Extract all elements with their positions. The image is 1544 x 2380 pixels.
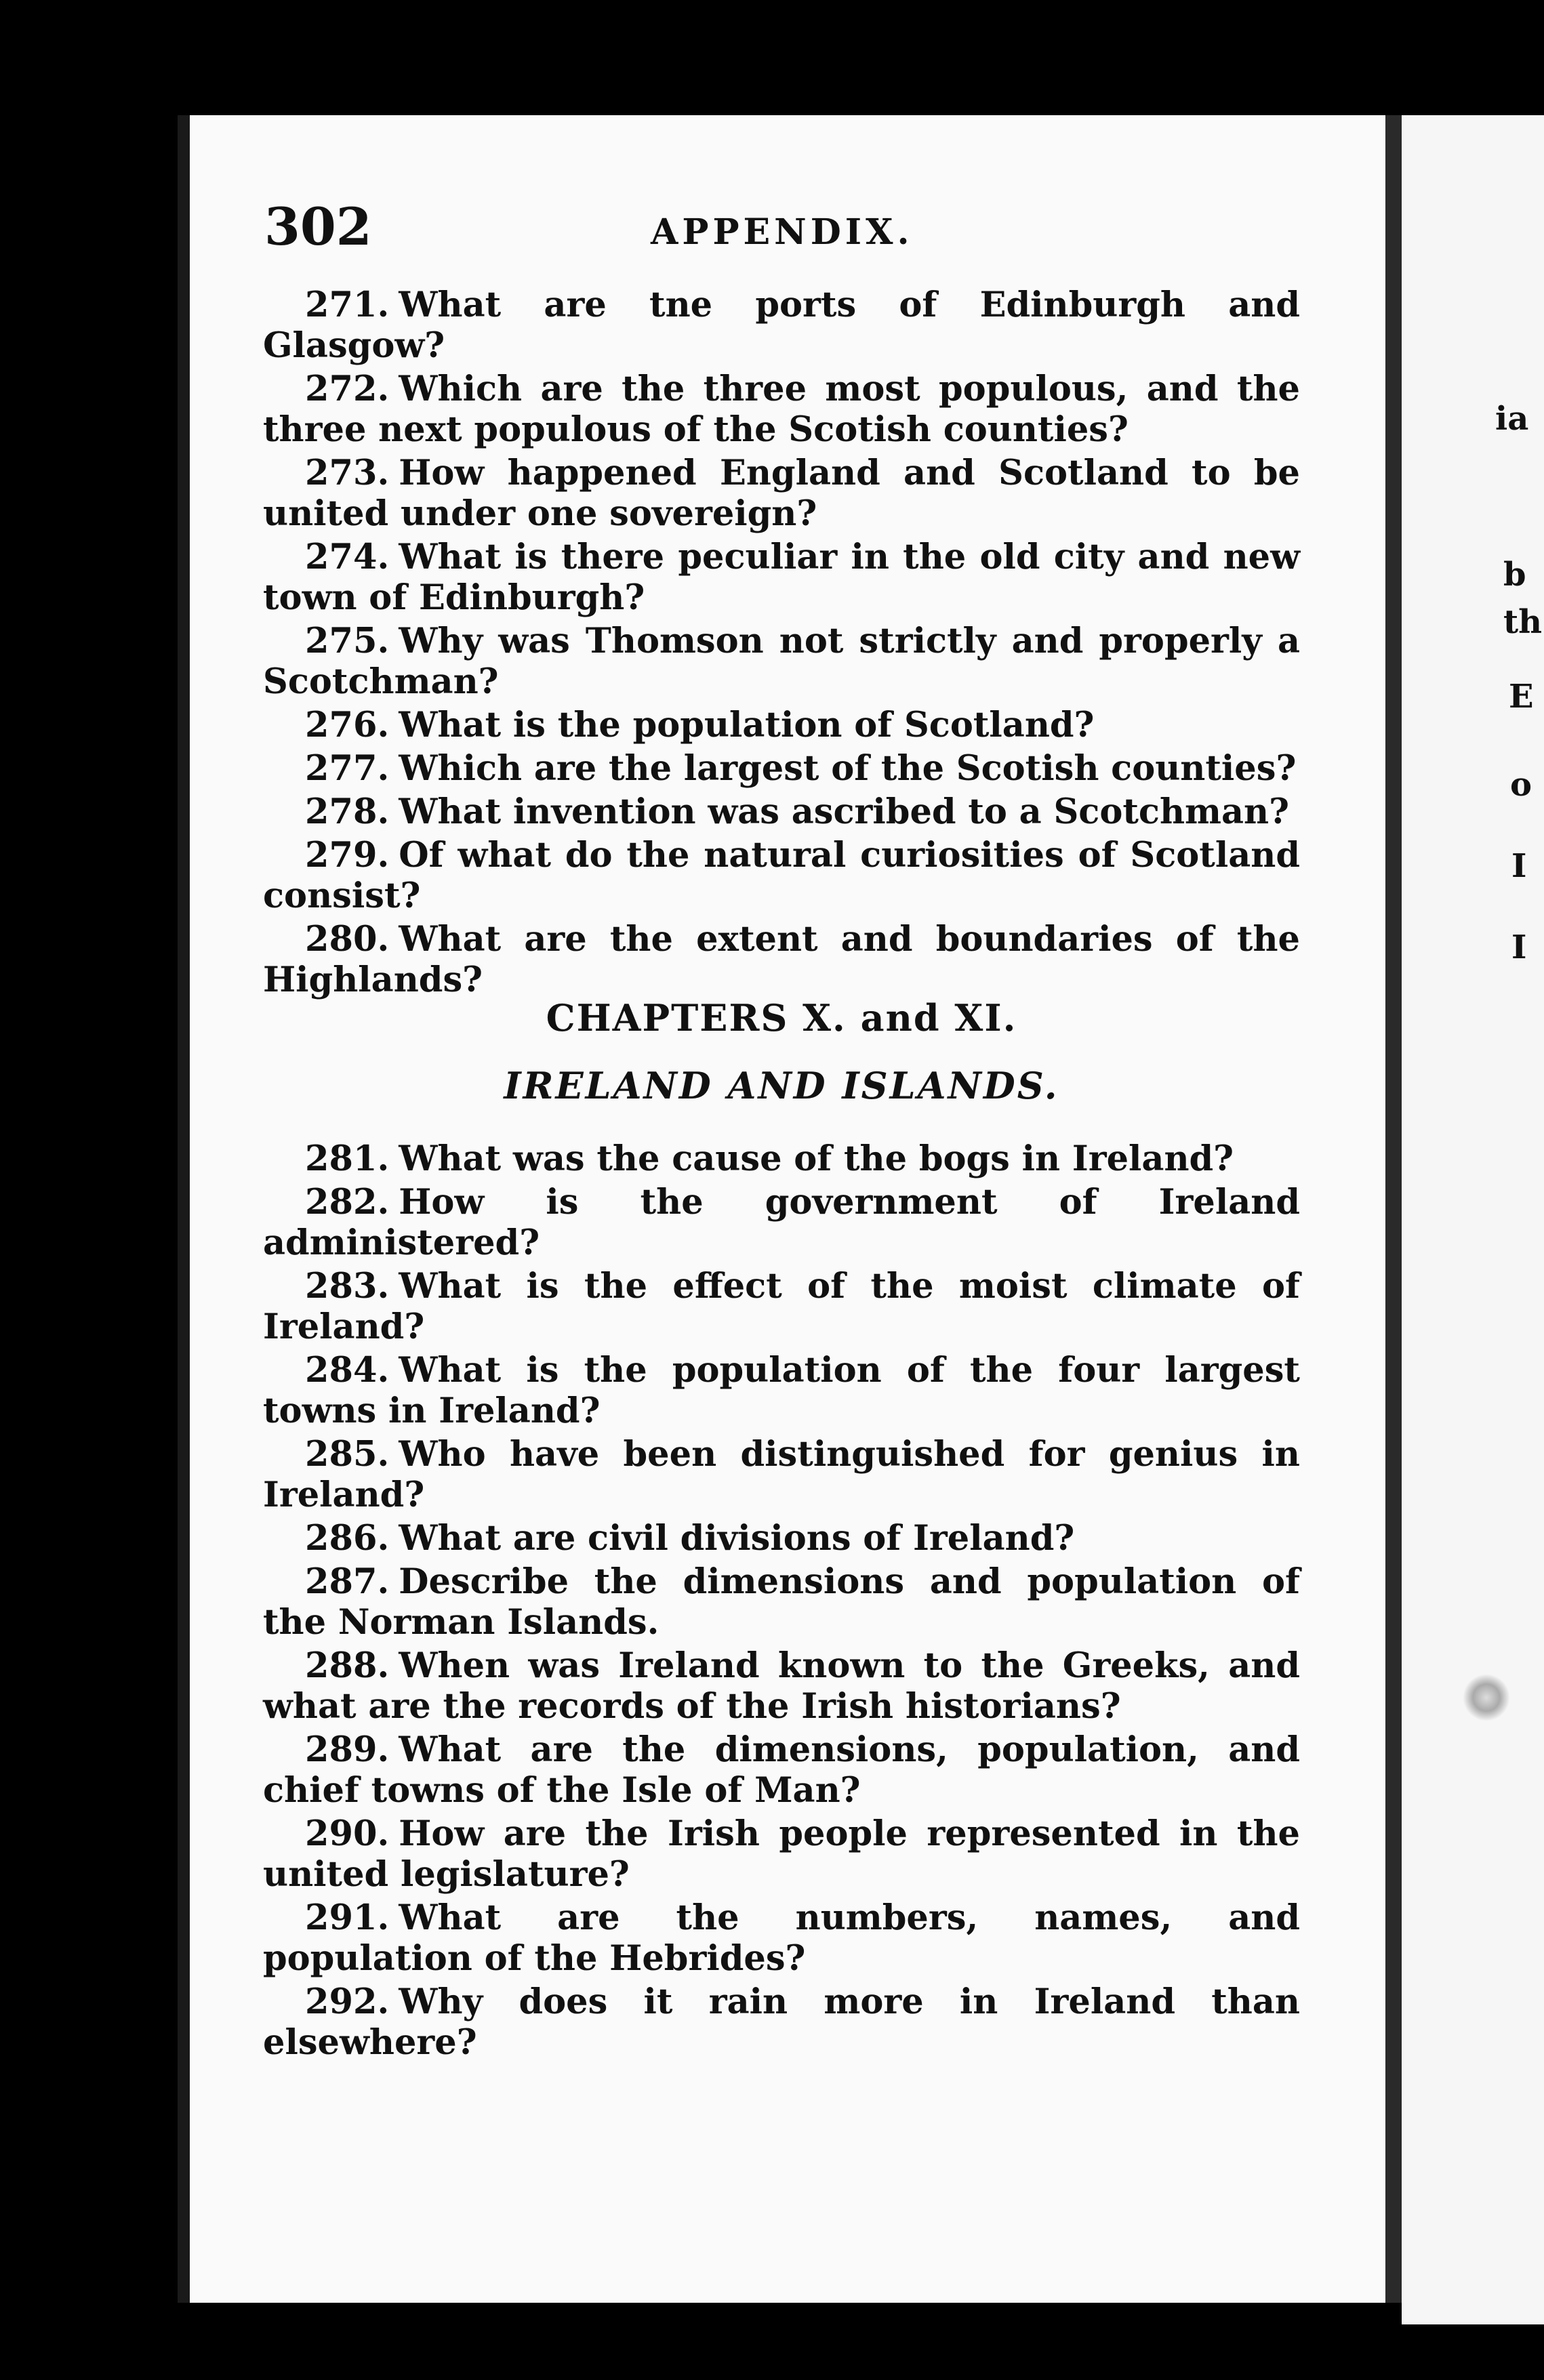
question-text: What invention was ascribed to a Scotchman? <box>399 792 1290 832</box>
question-text: What are the dimensions, population, and chief towns of the Isle of Man? <box>263 1729 1300 1811</box>
question-text: What are tne ports of Edinburgh and Glasgow? <box>263 285 1300 366</box>
question-text: What is there peculiar in the old city and new town of Edinburgh? <box>263 537 1300 618</box>
question-number: 273. <box>305 453 390 493</box>
question-text: How are the Irish people represented in the united legislature? <box>263 1813 1300 1895</box>
question-item <box>263 1350 1300 1431</box>
question-text: Which are the three most populous, and the three next populous of the Scotish counties? <box>263 369 1300 450</box>
question-item <box>263 1266 1300 1347</box>
question-number: 288. <box>305 1645 390 1686</box>
question-number: 272. <box>305 369 390 409</box>
question-text: What is the effect of the moist climate of Ireland? <box>263 1266 1300 1347</box>
question-item <box>263 537 1300 618</box>
question-text: Why does it rain more in Ireland than elsewhere? <box>263 1982 1300 2063</box>
question-item <box>263 1645 1300 1727</box>
question-item <box>263 1518 1300 1559</box>
facing-page-fragment: ia <box>1495 400 1529 438</box>
question-text: When was Ireland known to the Greeks, and what are the records of the Irish historians? <box>263 1645 1300 1727</box>
facing-page-fragment: th <box>1503 603 1543 641</box>
question-text: Which are the largest of the Scotish counties? <box>399 748 1297 789</box>
facing-page-fragment: b <box>1503 556 1526 594</box>
book-page <box>178 115 1385 2303</box>
question-number: 275. <box>305 621 390 661</box>
page-header <box>264 197 1322 264</box>
question-number: 290. <box>305 1813 390 1854</box>
question-item <box>263 1138 1300 1179</box>
question-text: Of what do the natural curiosities of Scotland consist? <box>263 835 1300 916</box>
facing-page-fragment: I <box>1511 847 1527 885</box>
question-number: 284. <box>305 1350 390 1391</box>
running-head: APPENDIX. <box>651 211 914 253</box>
question-text: How is the government of Ireland administered? <box>263 1182 1300 1263</box>
question-number: 280. <box>305 919 390 960</box>
question-text: Who have been distinguished for genius in Ireland? <box>263 1434 1300 1515</box>
question-list-scotland <box>263 285 1300 1003</box>
question-text: What was the cause of the bogs in Ireland? <box>399 1138 1234 1179</box>
question-number: 283. <box>305 1266 390 1307</box>
facing-page-fragment: E <box>1509 678 1534 716</box>
question-text: What is the population of the four largest towns in Ireland? <box>263 1350 1300 1431</box>
question-number: 271. <box>305 285 390 325</box>
question-number: 279. <box>305 835 390 876</box>
question-text: Describe the dimensions and population of the Norman Islands. <box>263 1561 1300 1643</box>
question-item <box>263 285 1300 366</box>
question-number: 277. <box>305 748 390 789</box>
question-item <box>263 453 1300 534</box>
question-number: 282. <box>305 1182 390 1223</box>
facing-page-edge <box>1402 115 1544 2324</box>
question-item <box>263 1813 1300 1895</box>
question-item <box>263 919 1300 1000</box>
question-item <box>263 1561 1300 1643</box>
question-number: 287. <box>305 1561 390 1602</box>
question-number: 286. <box>305 1518 390 1559</box>
chapter-subtitle: IRELAND AND ISLANDS. <box>504 1064 1059 1107</box>
question-number: 285. <box>305 1434 390 1475</box>
question-text: What are the extent and boundaries of the Highlands? <box>263 919 1300 1000</box>
question-number: 276. <box>305 705 390 745</box>
question-number: 278. <box>305 792 390 832</box>
question-number: 291. <box>305 1897 390 1938</box>
question-text: What is the population of Scotland? <box>399 705 1095 745</box>
paper-blemish <box>1463 1674 1510 1721</box>
question-item <box>263 792 1300 832</box>
question-list-ireland <box>263 1138 1300 2066</box>
chapter-title: CHAPTERS X. and XI. <box>546 996 1017 1040</box>
question-item <box>263 369 1300 450</box>
facing-page-fragment: o <box>1510 766 1532 804</box>
facing-page-fragment: I <box>1511 928 1527 966</box>
question-number: 289. <box>305 1729 390 1770</box>
question-item <box>263 1434 1300 1515</box>
question-number: 281. <box>305 1138 390 1179</box>
question-number: 292. <box>305 1982 390 2022</box>
question-item <box>263 1897 1300 1979</box>
question-text: Why was Thomson not strictly and properly a Scotchman? <box>263 621 1300 702</box>
question-item <box>263 1982 1300 2063</box>
question-item <box>263 1729 1300 1811</box>
question-item <box>263 705 1300 745</box>
page-number: 302 <box>264 197 372 257</box>
question-number: 274. <box>305 537 390 577</box>
question-item <box>263 1182 1300 1263</box>
question-item <box>263 621 1300 702</box>
question-text: What are the numbers, names, and population of the Hebrides? <box>263 1897 1300 1979</box>
question-item <box>263 748 1300 789</box>
page-gutter <box>1385 115 1402 2303</box>
question-text: How happened England and Scotland to be united under one sovereign? <box>263 453 1300 534</box>
question-item <box>263 835 1300 916</box>
question-text: What are civil divisions of Ireland? <box>399 1518 1075 1559</box>
